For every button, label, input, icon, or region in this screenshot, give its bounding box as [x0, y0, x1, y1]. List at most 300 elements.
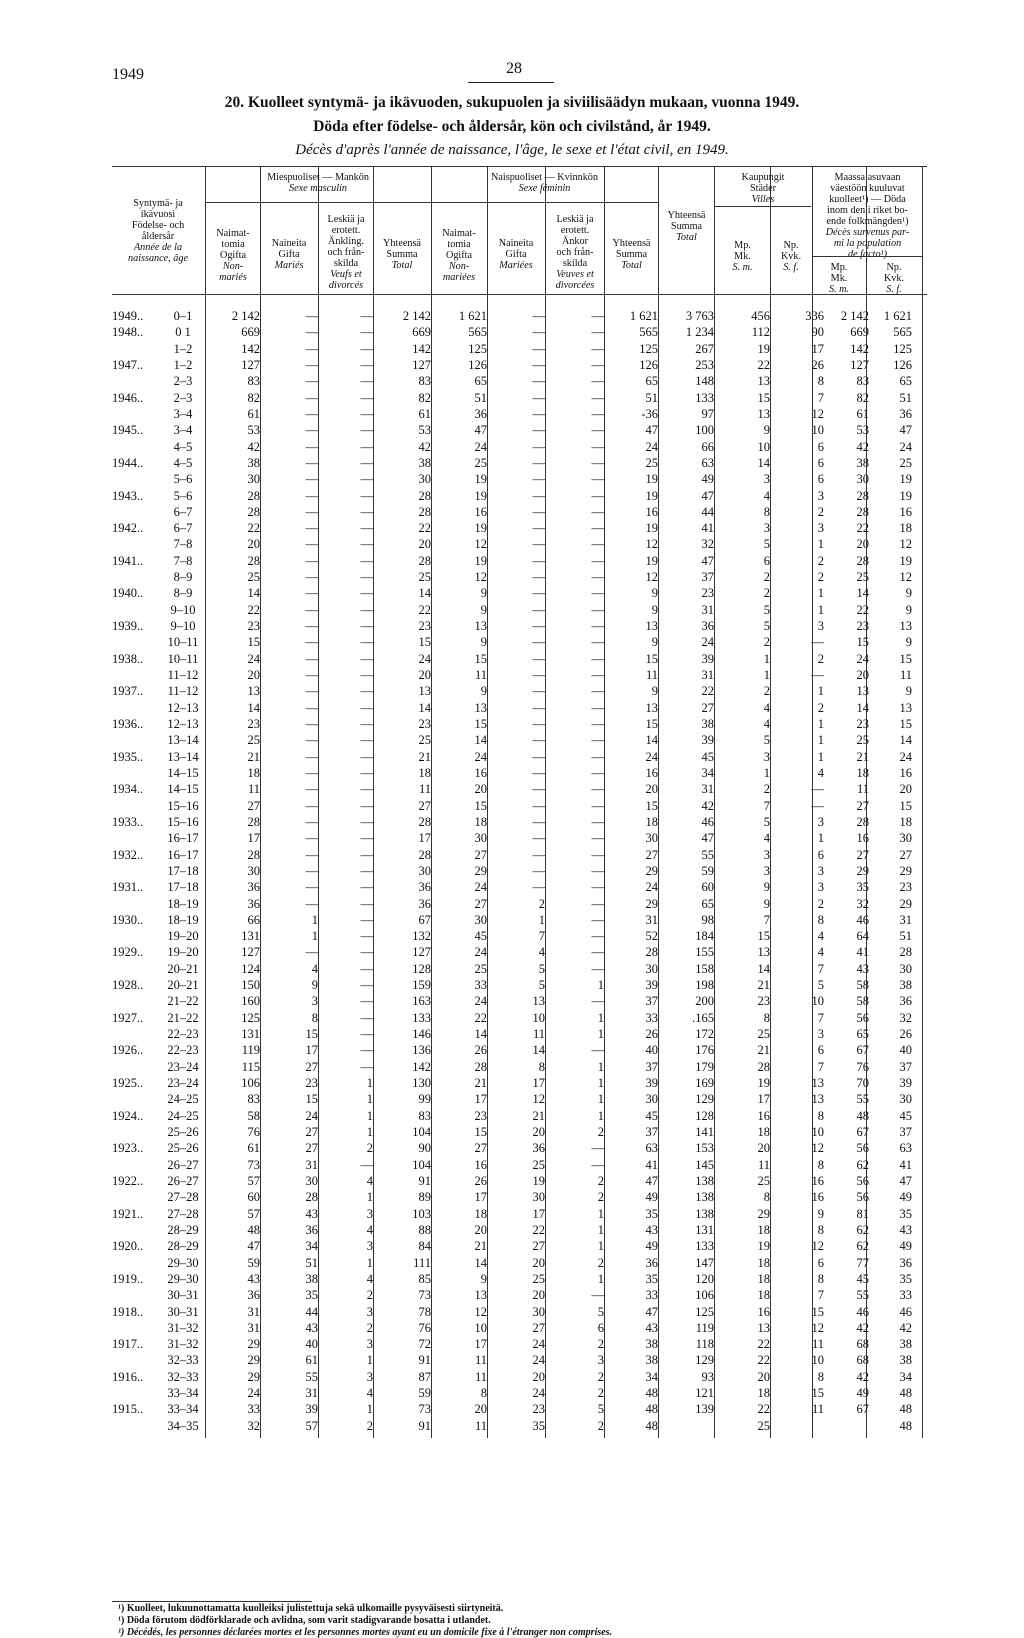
- table-cell: 127: [850, 357, 869, 372]
- table-row: [0, 324, 1024, 340]
- table-cell: 4: [817, 765, 824, 780]
- table-cell: —: [305, 357, 318, 372]
- table-cell: 30: [247, 472, 260, 487]
- table-cell: 59: [418, 1386, 431, 1401]
- table-cell: —: [591, 700, 604, 715]
- table-cell: 31: [305, 1157, 318, 1172]
- table-cell: 30: [418, 863, 431, 878]
- table-cell: 112: [751, 325, 770, 340]
- table-cell: —: [532, 406, 545, 421]
- table-cell: 1: [597, 1206, 604, 1221]
- table-cell: 2: [538, 896, 545, 911]
- table-cell: 15: [811, 1386, 824, 1401]
- table-cell: 24: [899, 749, 912, 764]
- table-cell: —: [305, 504, 318, 519]
- resident-deaths-header-line: inom den i riket bo-: [827, 205, 908, 216]
- table-cell: 1: [366, 1076, 373, 1091]
- table-cell: —: [360, 863, 373, 878]
- female-widowed-header: [546, 214, 604, 291]
- table-cell: —: [532, 472, 545, 487]
- table-cell: —: [360, 798, 373, 813]
- table-cell: 120: [695, 1271, 714, 1286]
- table-cell: 35: [645, 1206, 658, 1221]
- table-cell: 72: [418, 1337, 431, 1352]
- table-cell: 13: [757, 945, 770, 960]
- table-cell: —: [591, 309, 604, 323]
- table-cell: 9: [480, 635, 487, 650]
- table-cell: 15: [474, 1125, 487, 1139]
- table-row: [0, 700, 1024, 716]
- stub-header-line: Syntymä- ja: [133, 198, 183, 209]
- table-cell: 70: [856, 1076, 869, 1091]
- table-cell: —: [360, 439, 373, 454]
- stub-header-line: ikävuosi: [140, 209, 176, 220]
- stub-header-line: Année de la: [133, 242, 183, 253]
- table-cell: 1: [763, 651, 770, 666]
- table-cell: 47: [899, 1173, 912, 1188]
- table-cell: 1 621: [883, 309, 912, 323]
- table-cell: 142: [412, 341, 431, 356]
- table-cell: 3: [311, 994, 318, 1009]
- table-cell: 82: [856, 390, 869, 405]
- table-cell: 49: [856, 1386, 869, 1401]
- birth-year: 1946..: [112, 390, 144, 405]
- table-cell: 29: [645, 863, 658, 878]
- table-cell: 19: [474, 553, 487, 568]
- age-range: 32–33: [167, 1353, 199, 1368]
- table-cell: 7: [817, 390, 824, 405]
- table-cell: 11: [474, 1353, 487, 1368]
- table-row: [0, 390, 1024, 406]
- table-row: [0, 814, 1024, 830]
- table-cell: —: [532, 635, 545, 650]
- table-cell: 19: [645, 521, 658, 536]
- table-cell: 37: [645, 994, 658, 1009]
- table-cell: 138: [695, 1173, 714, 1188]
- table-cell: 36: [247, 896, 260, 911]
- table-cell: 2: [597, 1386, 604, 1401]
- age-range: 18–19: [167, 912, 199, 927]
- table-cell: 10: [811, 423, 824, 438]
- table-cell: 11: [645, 668, 658, 683]
- table-cell: 20: [856, 668, 869, 683]
- table-cell: 2: [597, 1173, 604, 1188]
- table-cell: 1: [597, 1076, 604, 1091]
- table-cell: 5: [597, 1304, 604, 1319]
- table-cell: 36: [247, 880, 260, 895]
- table-cell: 18: [474, 1206, 487, 1221]
- table-cell: —: [305, 635, 318, 650]
- table-cell: 3: [817, 880, 824, 895]
- table-cell: 6: [597, 1320, 604, 1335]
- age-range: 21–22: [167, 994, 199, 1009]
- table-cell: 30: [418, 472, 431, 487]
- towns-female-header: [771, 240, 811, 273]
- birth-year: 1925..: [112, 1076, 144, 1091]
- table-row: [0, 471, 1024, 487]
- table-cell: —: [591, 1141, 604, 1156]
- table-cell: 51: [899, 390, 912, 405]
- age-range: 7–8: [173, 537, 193, 552]
- table-cell: 9: [651, 602, 658, 617]
- table-cell: 23: [418, 619, 431, 634]
- table-cell: 125: [468, 341, 487, 356]
- table-cell: —: [305, 814, 318, 829]
- table-cell: 1: [763, 765, 770, 780]
- resident-female-header-line: Np.: [886, 262, 902, 273]
- table-header-bottom-rule: [112, 294, 927, 295]
- age-range: 31–32: [167, 1320, 199, 1335]
- table-cell: 17: [247, 831, 260, 846]
- table-cell: 53: [856, 423, 869, 438]
- table-cell: 4: [366, 1173, 373, 1188]
- table-cell: 20: [247, 537, 260, 552]
- table-cell: —: [532, 798, 545, 813]
- age-range: 5–6: [173, 472, 193, 487]
- table-cell: 2: [366, 1288, 373, 1303]
- footnote: ¹) Décédés, les personnes déclarées mortes et les personnes mortes ayant eu un domicile fixe à l'étranger non comprises.: [118, 1627, 613, 1638]
- table-cell: —: [591, 798, 604, 813]
- table-cell: 27: [856, 847, 869, 862]
- table-cell: 17: [305, 1043, 318, 1058]
- table-cell: 55: [856, 1288, 869, 1303]
- table-cell: 27: [645, 847, 658, 862]
- table-cell: 48: [856, 1108, 869, 1123]
- table-cell: —: [360, 537, 373, 552]
- table-cell: 58: [856, 994, 869, 1009]
- table-cell: 125: [639, 341, 658, 356]
- table-cell: 1 234: [685, 325, 714, 340]
- table-cell: 24: [645, 439, 658, 454]
- table-cell: —: [591, 717, 604, 731]
- table-cell: 2: [597, 1255, 604, 1270]
- table-row: [0, 781, 1024, 797]
- table-cell: 17: [474, 1190, 487, 1205]
- table-cell: 29: [247, 1337, 260, 1352]
- table-cell: 11: [899, 668, 912, 683]
- table-cell: 14: [757, 961, 770, 976]
- table-cell: 23: [247, 619, 260, 634]
- table-cell: —: [360, 700, 373, 715]
- table-row: [0, 1206, 1024, 1222]
- table-cell: 66: [701, 439, 714, 454]
- age-range: 30–31: [167, 1304, 199, 1319]
- table-cell: 119: [241, 1043, 260, 1058]
- table-cell: 19: [474, 488, 487, 503]
- table-cell: 38: [645, 1353, 658, 1368]
- table-cell: 67: [856, 1402, 869, 1417]
- table-cell: 99: [418, 1092, 431, 1107]
- table-row: [0, 651, 1024, 667]
- table-cell: 131: [695, 1222, 714, 1237]
- table-cell: 24: [474, 994, 487, 1009]
- table-cell: 40: [899, 1043, 912, 1058]
- table-cell: 28: [418, 504, 431, 519]
- table-row: [0, 798, 1024, 814]
- table-cell: 59: [247, 1255, 260, 1270]
- table-cell: —: [811, 635, 824, 650]
- table-cell: 8: [817, 1108, 824, 1123]
- table-cell: 33: [645, 1288, 658, 1303]
- table-cell: 22: [418, 521, 431, 536]
- female-unmarried-header-line: tomia: [447, 239, 471, 250]
- male-total-header-line: Yhteensä: [383, 238, 421, 249]
- table-cell: 17: [418, 831, 431, 846]
- birth-year: 1948..: [112, 325, 144, 340]
- table-row: [0, 977, 1024, 993]
- table-cell: 11: [856, 782, 869, 797]
- table-cell: 2: [817, 504, 824, 519]
- table-cell: 98: [701, 912, 714, 927]
- table-cell: 30: [645, 961, 658, 976]
- table-cell: —: [305, 423, 318, 438]
- table-cell: 5: [763, 619, 770, 634]
- table-cell: 15: [474, 798, 487, 813]
- table-cell: 49: [899, 1190, 912, 1205]
- table-cell: —: [532, 831, 545, 846]
- birth-year: 1940..: [112, 586, 144, 601]
- table-cell: 18: [757, 1255, 770, 1270]
- table-cell: 18: [418, 765, 431, 780]
- table-cell: 30: [899, 831, 912, 846]
- age-range: 33–34: [167, 1386, 199, 1401]
- table-cell: 200: [695, 994, 714, 1009]
- table-cell: 57: [247, 1173, 260, 1188]
- birth-year: 1935..: [112, 749, 144, 764]
- table-cell: 18: [856, 765, 869, 780]
- table-cell: —: [360, 309, 373, 323]
- table-cell: —: [360, 847, 373, 862]
- table-cell: —: [360, 978, 373, 993]
- table-cell: 7: [817, 1010, 824, 1025]
- table-cell: —: [305, 945, 318, 960]
- table-cell: 21: [757, 1043, 770, 1058]
- table-row: [0, 1271, 1024, 1287]
- table-cell: 24: [247, 1386, 260, 1401]
- table-cell: 22: [757, 1402, 770, 1417]
- table-row: [0, 1042, 1024, 1058]
- table-cell: 159: [412, 978, 431, 993]
- table-cell: 30: [899, 1092, 912, 1107]
- table-cell: 19: [645, 553, 658, 568]
- table-cell: 26: [645, 1027, 658, 1042]
- table-cell: 1: [817, 749, 824, 764]
- table-cell: 12: [899, 570, 912, 585]
- table-cell: 6: [817, 1043, 824, 1058]
- table-cell: 28: [757, 1059, 770, 1074]
- table-cell: 126: [639, 357, 658, 372]
- table-cell: 83: [418, 1108, 431, 1123]
- table-cell: 28: [856, 504, 869, 519]
- towns-header-line: Kaupungit: [741, 172, 785, 183]
- birth-year: 1917..: [112, 1337, 144, 1352]
- table-cell: 66: [247, 912, 260, 927]
- table-cell: 146: [412, 1027, 431, 1042]
- male-married-header-line: Naineita: [271, 238, 307, 249]
- table-cell: 125: [241, 1010, 260, 1025]
- table-cell: 4: [763, 700, 770, 715]
- table-cell: 13: [645, 700, 658, 715]
- table-cell: 27: [305, 1141, 318, 1156]
- table-cell: 2: [366, 1320, 373, 1335]
- table-cell: 155: [695, 945, 714, 960]
- table-cell: 29: [899, 896, 912, 911]
- table-cell: 32: [899, 1010, 912, 1025]
- table-cell: 28: [247, 814, 260, 829]
- table-cell: 47: [645, 1304, 658, 1319]
- age-range: 31–32: [167, 1337, 199, 1352]
- birth-year: 1920..: [112, 1239, 144, 1254]
- table-cell: 1: [817, 684, 824, 699]
- age-range: 0 1: [175, 325, 191, 340]
- table-cell: —: [360, 374, 373, 389]
- table-cell: 15: [899, 798, 912, 813]
- table-cell: 6: [763, 553, 770, 568]
- table-cell: 39: [645, 1076, 658, 1091]
- table-cell: 28: [247, 553, 260, 568]
- table-cell: 14: [645, 733, 658, 748]
- table-cell: 25: [757, 1173, 770, 1188]
- table-cell: 4: [538, 945, 545, 960]
- table-cell: 19: [645, 472, 658, 487]
- table-cell: —: [360, 390, 373, 405]
- birth-year: 1932..: [112, 847, 144, 862]
- table-cell: —: [532, 782, 545, 797]
- resident-male-header-line: Mp.: [830, 262, 848, 273]
- table-cell: 11: [532, 1027, 545, 1042]
- table-cell: —: [591, 749, 604, 764]
- table-cell: —: [305, 668, 318, 683]
- table-cell: —: [360, 733, 373, 748]
- age-range: 24–25: [167, 1092, 199, 1107]
- table-cell: 565: [468, 325, 487, 340]
- table-cell: 1: [597, 1239, 604, 1254]
- table-cell: 24: [474, 749, 487, 764]
- table-cell: —: [305, 472, 318, 487]
- table-row: [0, 1108, 1024, 1124]
- table-cell: 13: [247, 684, 260, 699]
- table-row: [0, 1401, 1024, 1417]
- female-total-header-line: Summa: [615, 249, 648, 260]
- table-row: [0, 585, 1024, 601]
- table-cell: 19: [899, 488, 912, 503]
- male-total-header-line: Summa: [386, 249, 418, 260]
- table-cell: 127: [241, 945, 260, 960]
- female-married-header-line: Gifta: [505, 249, 527, 260]
- table-cell: 22: [474, 1010, 487, 1025]
- table-cell: 23: [856, 717, 869, 731]
- table-cell: —: [591, 472, 604, 487]
- table-cell: 3: [366, 1337, 373, 1352]
- table-cell: 36: [701, 619, 714, 634]
- table-cell: —: [360, 635, 373, 650]
- table-cell: —: [591, 602, 604, 617]
- table-cell: 145: [695, 1157, 714, 1172]
- age-range: 28–29: [167, 1239, 199, 1254]
- table-cell: 21: [247, 749, 260, 764]
- table-cell: 25: [757, 1418, 770, 1433]
- table-cell: 51: [305, 1255, 318, 1270]
- table-cell: 26: [474, 1173, 487, 1188]
- table-cell: 22: [856, 602, 869, 617]
- table-cell: 127: [241, 357, 260, 372]
- table-cell: 40: [305, 1337, 318, 1352]
- age-range: 20–21: [167, 978, 199, 993]
- table-cell: 34: [701, 765, 714, 780]
- table-cell: 37: [899, 1059, 912, 1074]
- table-cell: —: [305, 651, 318, 666]
- age-range: 13–14: [167, 733, 199, 748]
- age-range: 26–27: [167, 1157, 199, 1172]
- table-cell: 36: [418, 896, 431, 911]
- table-cell: 24: [247, 651, 260, 666]
- table-cell: 30: [474, 912, 487, 927]
- age-range: 6–7: [173, 521, 193, 536]
- male-unmarried-header-line: mariés: [219, 272, 247, 283]
- table-cell: 35: [645, 1271, 658, 1286]
- table-cell: 36: [474, 406, 487, 421]
- table-cell: 34: [645, 1369, 658, 1384]
- table-cell: 93: [701, 1369, 714, 1384]
- table-cell: 6: [817, 1255, 824, 1270]
- table-cell: 48: [645, 1386, 658, 1401]
- stub-header-line: åldersår: [141, 231, 175, 242]
- table-cell: 9: [905, 635, 912, 650]
- age-range: 2–3: [173, 374, 193, 389]
- table-row: [0, 1255, 1024, 1271]
- table-cell: 53: [418, 423, 431, 438]
- table-cell: 25: [757, 1027, 770, 1042]
- table-cell: 65: [856, 1027, 869, 1042]
- table-cell: —: [305, 749, 318, 764]
- table-cell: 24: [899, 439, 912, 454]
- table-cell: 17: [532, 1206, 545, 1221]
- male-widowed-header-line: Veufs et: [330, 269, 362, 280]
- table-cell: 20: [757, 1369, 770, 1384]
- table-cell: 5: [763, 733, 770, 748]
- table-cell: 73: [247, 1157, 260, 1172]
- table-cell: 87: [418, 1369, 431, 1384]
- table-row: [0, 1075, 1024, 1091]
- birth-year: 1949..: [112, 309, 144, 323]
- table-cell: 10: [532, 1010, 545, 1025]
- table-cell: 125: [695, 1304, 714, 1319]
- table-row: [0, 863, 1024, 879]
- table-cell: —: [360, 325, 373, 340]
- table-cell: —: [591, 733, 604, 748]
- table-cell: 24: [305, 1108, 318, 1123]
- table-cell: 28: [418, 847, 431, 862]
- table-cell: —: [360, 929, 373, 944]
- table-cell: 82: [418, 390, 431, 405]
- table-cell: —: [591, 961, 604, 976]
- table-cell: 130: [412, 1076, 431, 1091]
- table-cell: 36: [645, 1255, 658, 1270]
- table-cell: —: [591, 586, 604, 601]
- table-cell: 10: [757, 439, 770, 454]
- table-cell: 42: [856, 439, 869, 454]
- table-cell: 13: [418, 684, 431, 699]
- table-cell: 73: [418, 1288, 431, 1303]
- table-cell: 20: [856, 537, 869, 552]
- table-row: [0, 618, 1024, 634]
- table-cell: —: [360, 341, 373, 356]
- running-year: 1949: [112, 66, 144, 83]
- table-cell: 63: [899, 1141, 912, 1156]
- table-cell: —: [532, 765, 545, 780]
- table-cell: 14: [474, 1255, 487, 1270]
- table-cell: —: [532, 488, 545, 503]
